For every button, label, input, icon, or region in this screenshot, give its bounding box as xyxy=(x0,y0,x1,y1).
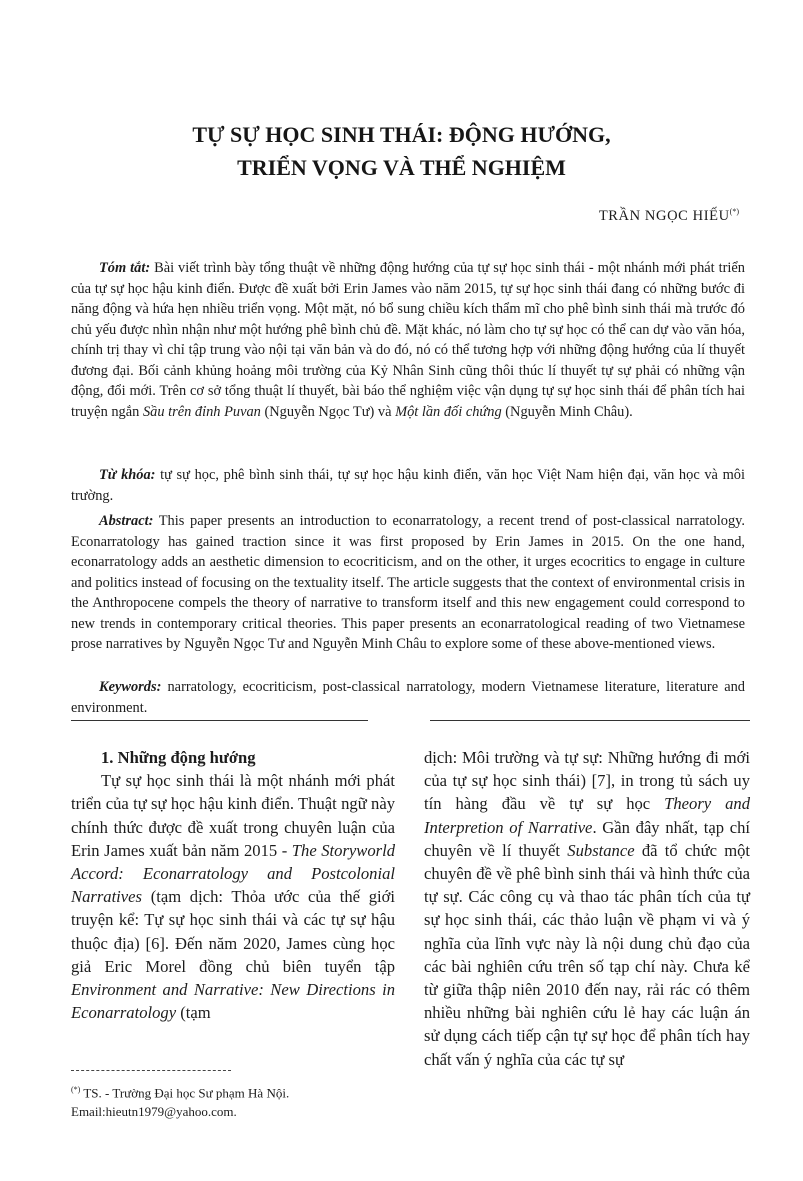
left-text-2: (tạm dịch: Thỏa ước của thế giới truyện kể: Tự sự học sinh thái và các tự sự hậu thuộc địa) [6]. Đến năm 2020, James cùng học giả Eric Morel đồng chủ biên tuyển tập xyxy=(71,887,395,976)
footnote-line-1 xyxy=(71,1080,401,1102)
abstract-text: This paper presents an introduction to econarratology, a recent trend of post-classical narratology. Econarratology has gained traction since it was first proposed by Erin James in 2015. On the one hand, econarratology adds an aesthetic dimension to ecocriticism, and on the other, it urges ecocritics to engage in culture and politics instead of focusing on the textuality itself. The article suggests that the context of environmental crisis in the Anthropocene compels the theory of narrative to transform itself and this new engagement could correspond to new trends in contemporary critical theories. This paper presents an econarratological reading of two Vietnamese prose narratives by Nguyễn Ngọc Tư and Nguyễn Minh Châu to explore some of these above-mentioned views. xyxy=(71,513,745,652)
summary-vi-text-1: Bài viết trình bày tổng thuật về những động hướng của tự sự học sinh thái - một nhánh mới phát triển của tự sự học hậu kinh điển. Được đề xuất bởi Erin James vào năm 2015, tự sự học sinh thái đang có những bước đi năng động và hứa hẹn nhiều triển vọng. Một mặt, nó bổ sung chiều kích thẩm mĩ cho phê bình sinh thái mà trước đó chủ yếu được nhìn nhận như một hướng phê bình chủ đề. Mặt khác, nó làm cho tự sự học có thể can dự vào văn hóa, chính trị thay vì chỉ tập trung vào nội tại văn bản và do đó, nó có thể tương hợp với những động hướng của lí thuyết đương đại. Bối cảnh khủng hoảng môi trường của Kỷ Nhân Sinh cũng thôi thúc lí thuyết tự sự phải có những vận động, đổi mới. Trên cơ sở tổng thuật lí thuyết, bài báo thể nghiệm việc vận dụng tự sự học sinh thái để phân tích hai truyện ngắn xyxy=(71,260,746,420)
title-line-2: TRIỂN VỌNG VÀ THỂ NGHIỆM xyxy=(237,155,566,180)
vietnamese-keywords xyxy=(71,465,745,506)
keywords-vi-label: Từ khóa: xyxy=(99,467,156,483)
summary-vi-label: Tóm tắt: xyxy=(99,260,151,276)
left-text-1: Tự sự học sinh thái là một nhánh mới phát triển của tự sự học hậu kinh điển. Thuật ngữ này chính thức được đề xuất trong chuyên luận của Erin James xuất bản năm 2015 - xyxy=(71,771,395,860)
summary-vi-text-2: (Nguyễn Ngọc Tư) và xyxy=(260,403,396,420)
keywords-vi-text: tự sự học, phê bình sinh thái, tự sự học hậu kinh điển, văn học Việt Nam hiện đại, văn học và môi trường. xyxy=(71,467,745,504)
summary-vi-work-1: Sầu trên đỉnh Puvan xyxy=(142,403,261,420)
footnote-affiliation: TS. - Trường Đại học Sư phạm Hà Nội. xyxy=(80,1085,290,1101)
left-text-3: (tạm xyxy=(176,1003,211,1023)
abstract-divider-left xyxy=(71,720,368,721)
abstract-label: Abstract: xyxy=(99,513,154,529)
author-footnote-mark: (*) xyxy=(729,207,739,216)
body-column-right xyxy=(424,746,750,1071)
right-book-title: Theory and Interpretion of Narrative xyxy=(424,794,750,837)
keywords-en-text: narratology, ecocriticism, post-classical narratology, modern Vietnamese literature, literature and environment. xyxy=(71,679,745,716)
footnote-divider xyxy=(71,1070,231,1071)
vietnamese-summary xyxy=(71,258,745,422)
right-journal-title: Substance xyxy=(567,840,635,860)
summary-vi-text-3: (Nguyễn Minh Châu). xyxy=(501,403,633,420)
footnote-email: Email:hieutn1979@yahoo.com. xyxy=(71,1104,237,1120)
body-column-left xyxy=(71,746,395,1024)
left-book-title-2: Environment and Narrative: New Directions in Econarratology xyxy=(71,980,395,1023)
english-keywords xyxy=(71,677,745,718)
right-text-3: đã tổ chức một chuyên đề về phê bình sinh thái và hình thức của tự sự. Các công cụ và thao tác phân tích của tự sự học sinh thái, các thảo luận về phạm vi và ý nghĩa của lĩnh vực này là nội dung chủ đạo của các bài nghiên cứu trên số tạp chí này. Chưa kể từ giữa thập niên 2010 đến nay, rải rác có thêm nhiều những bài nghiên cứu lẻ hay các luận án sử dụng cách tiếp cận tự sự học để phân tích hay chất vấn ý nghĩa của các tự sự xyxy=(424,840,751,1069)
summary-vi-work-2: Một lần đối chứng xyxy=(395,403,502,420)
footnote-mark: (*) xyxy=(71,1085,81,1094)
body-paragraph-right xyxy=(424,746,750,1071)
footnote xyxy=(71,1080,401,1121)
author-name-text: TRẦN NGỌC HIẾU xyxy=(598,207,730,224)
body-paragraph-left xyxy=(71,769,395,1024)
keywords-en-label: Keywords: xyxy=(99,679,162,695)
left-book-title-1: The Storyworld Accord: Econarratology and Postcolonial Narratives xyxy=(71,840,395,907)
english-abstract xyxy=(71,511,745,655)
right-text-1: dịch: Môi trường và tự sự: Những hướng đi mới của tự sự học sinh thái) [7], in trong tủ sách uy tín hàng đầu về tự sự học xyxy=(424,748,750,814)
right-text-2: . Gần đây nhất, tạp chí chuyên về lí thuyết xyxy=(424,817,750,860)
section-heading: 1. Những động hướng xyxy=(101,748,256,767)
title-line-1: TỰ SỰ HỌC SINH THÁI: ĐỘNG HƯỚNG, xyxy=(192,122,611,147)
article-title xyxy=(60,118,743,184)
abstract-divider-right xyxy=(430,720,750,721)
author-name xyxy=(599,207,739,225)
